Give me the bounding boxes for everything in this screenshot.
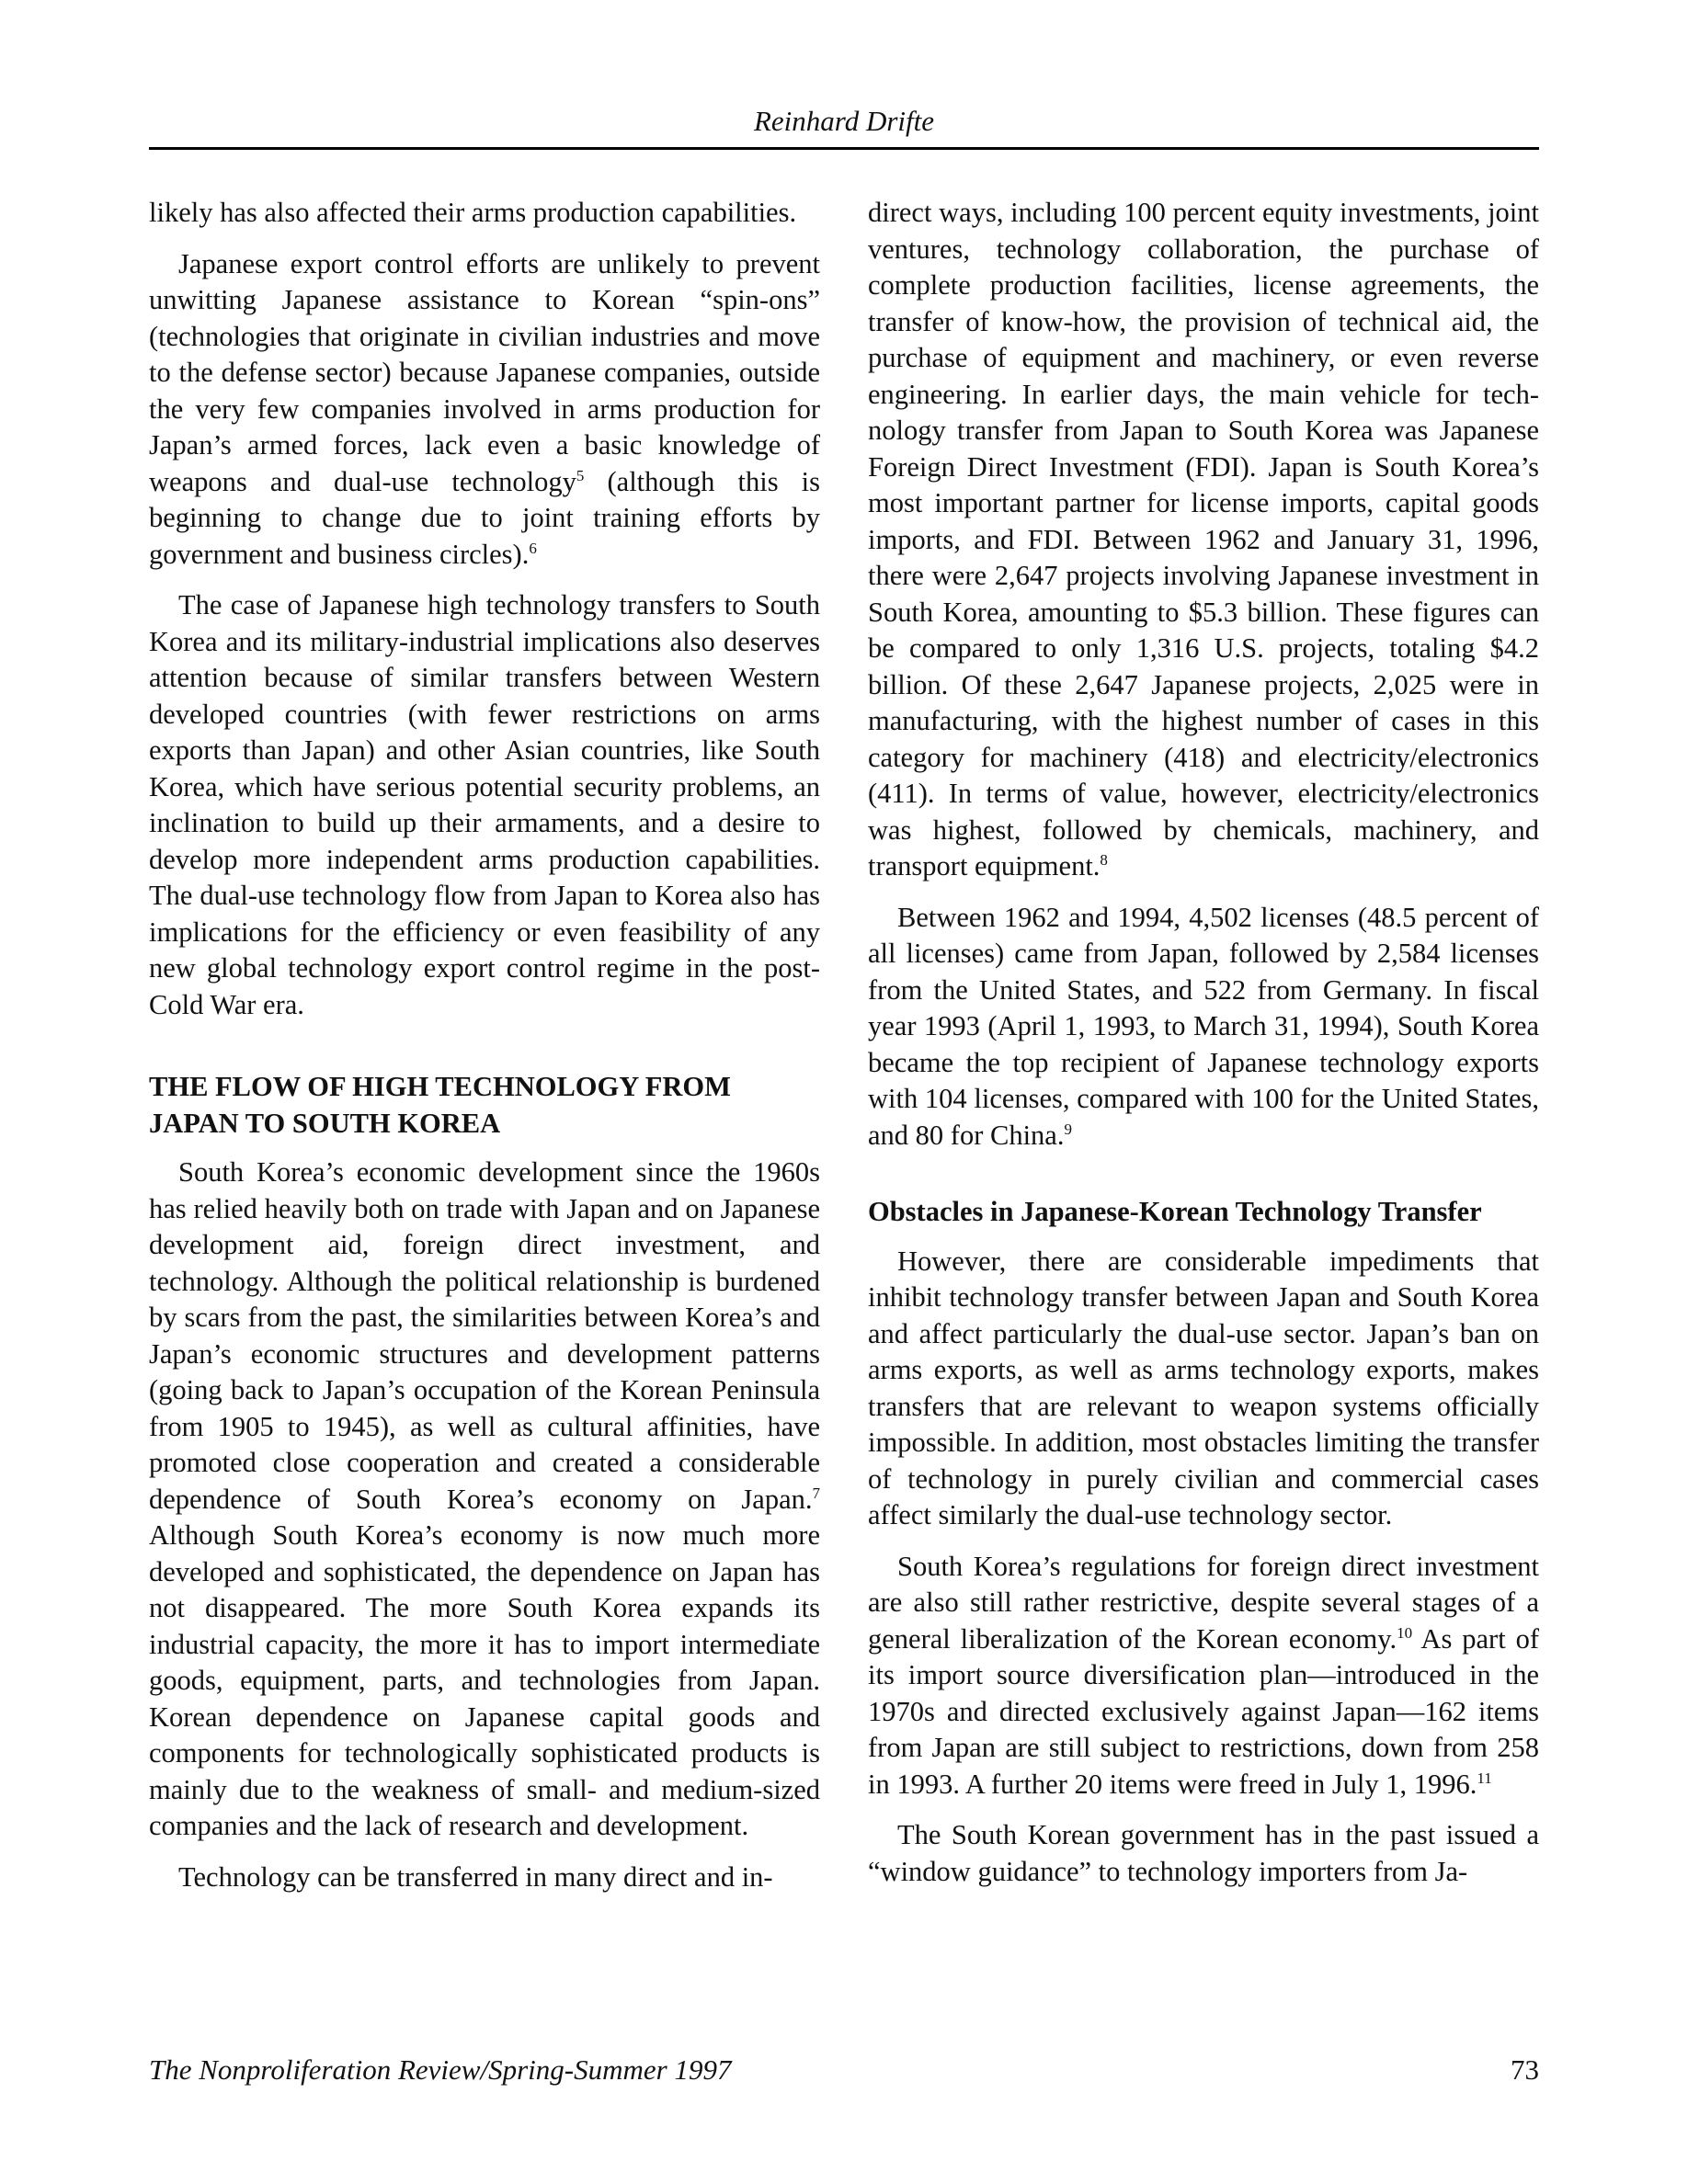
section-heading: THE FLOW OF HIGH TECHNOLOGY FROM JAPAN TO SOUTH KOREA [149,1071,731,1139]
page-number: 73 [1511,2053,1539,2086]
paragraph [149,587,820,1023]
paragraph-text: The case of Japanese high technology transfers to South Korea and its military-industrial implications also deserves attention because of similar transfers between Western developed countries (with fewer restrictions on arms exports than Japan) and other Asian countries, like South Korea, which have serious potential security problems, an inclination to build up their armaments, and a desire to develop more independent arms production capabilities. The dual-use technology flow from Japan to Korea also has implications for the efficiency or even feasibility of any new global technology export control regime in the post-Cold War era. [149,589,820,1020]
paragraph [868,1817,1539,1890]
footnote-ref: 5 [576,466,585,484]
paragraph-text: Although South Korea’s economy is now much more developed and sophisticated, the dependence on Japan has not disappeared. The more South Korea expands its industrial capacity, the more it has to import intermediate goods, equipment, parts, and technologies from Japan. Korean dependence on Japanese capital goods and components for technologically sophisticated products is mainly due to the weakness of small- and medium-sized companies and the lack of research and development. [149,1519,820,1841]
paragraph [149,1860,820,1896]
footnote-ref: 6 [529,539,537,557]
paragraph-text: Technology can be transferred in many direct and in- [178,1860,773,1893]
footnote-ref: 9 [1064,1120,1072,1138]
paragraph-text: Japanese export control efforts are unlikely to prevent unwitting Japanese assistance to Korean “spin-ons” (technologies that originate in civilian industries and move to the defense sector) because Japanese companies, outside the very few companies involved in arms production for Japan’s armed forces, lack even a basic knowledge of weapons and dual-use technology [149,247,820,497]
right-column [868,195,1539,1905]
subsection-heading: Obstacles in Japanese-Korean Technology Transfer [868,1196,1482,1227]
paragraph-text: The South Korean government has in the past issued a “window guidance” to technology importers from Ja- [868,1819,1539,1887]
paragraph [868,900,1539,1155]
paragraph-text: direct ways, including 100 percent equity investments, joint ventures, technology collaboration, the purchase of complete production facilities, license agreements, the transfer of know-how, the provision of technical aid, the purchase of equipment and machinery, or even reverse engineering. In earlier days, the main vehicle for technology transfer from Japan to South Korea was Japanese Foreign Direct Investment (FDI). Japan is South Korea’s most important partner for license imports, capital goods imports, and FDI. Between 1962 and January 31, 1996, there were 2,647 projects involving Japanese investment in South Korea, amounting to $5.3 billion. These figures can be compared to only 1,316 U.S. projects, totaling $4.2 billion. Of these 2,647 Japanese projects, 2,025 were in manufacturing, with the highest number of cases in this category for machinery (418) and electricity/electronics (411). In terms of value, however, electricity/electronics was highest, followed by chemicals, machinery, and transport equipment. [868,197,1539,882]
paragraph [149,195,820,232]
paragraph-text: South Korea’s economic development since the 1960s has relied heavily both on trade with Japan and on Japanese development aid, foreign direct investment, and technology. Although the political relationship is burdened by scars from the past, the similarities between Korea’s and Japan’s economic structures and development patterns (going back to Japan’s occupation of the Korean Peninsula from 1905 to 1945), as well as cultural affinities, have promoted close cooperation and created a considerable dependence of South Korea’s economy on Japan. [149,1156,820,1515]
journal-footer: The Nonproliferation Review/Spring-Summer 1997 [149,2053,732,2086]
running-header: Reinhard Drifte [753,105,935,137]
paragraph-text: (although this is beginning to change due to joint training efforts by government and business circles). [149,465,820,570]
paragraph-text: As part of its import source diversification plan—introduced in the 1970s and directed exclusively against Japan—162 items from Japan are still subject to restrictions, down from 258 in 1993. A further 20 items were freed in July 1, 1996. [868,1622,1539,1800]
left-column [149,195,820,1910]
header-rule [149,147,1539,150]
footnote-ref: 8 [1100,850,1108,869]
paragraph [868,1549,1539,1803]
paragraph-text: Between 1962 and 1994, 4,502 licenses (48.5 percent of all licenses) came from Japan, followed by 2,584 licenses from the United States, and 522 from Germany. In fiscal year 1993 (April 1, 1993, to March 31, 1994), South Korea became the top recipient of Japanese technology exports with 104 licenses, compared with 100 for the United States, and 80 for China. [868,901,1539,1151]
paragraph-text: However, there are considerable impediments that inhibit technology transfer between Japan and South Korea and affect particularly the dual-use sector. Japan’s ban on arms exports, as well as arms technology exports, makes transfers that are relevant to weapon systems officially impossible. In addition, most obstacles limiting the transfer of technology in purely civilian and commercial cases affect similarly the dual-use technology sector. [868,1245,1539,1530]
footnote-ref: 10 [1397,1623,1413,1642]
footnote-ref: 11 [1477,1769,1492,1787]
paragraph [149,246,820,574]
paragraph [868,1244,1539,1534]
paragraph [149,1155,820,1845]
paragraph-text: likely has also affected their arms production capabilities. [149,197,797,228]
paragraph [868,195,1539,885]
paragraph-text: South Korea’s regulations for foreign direct investment are also still rather restrictive, despite several stages of a general liberalization of the Korean economy. [868,1550,1539,1655]
footnote-ref: 7 [812,1484,820,1502]
